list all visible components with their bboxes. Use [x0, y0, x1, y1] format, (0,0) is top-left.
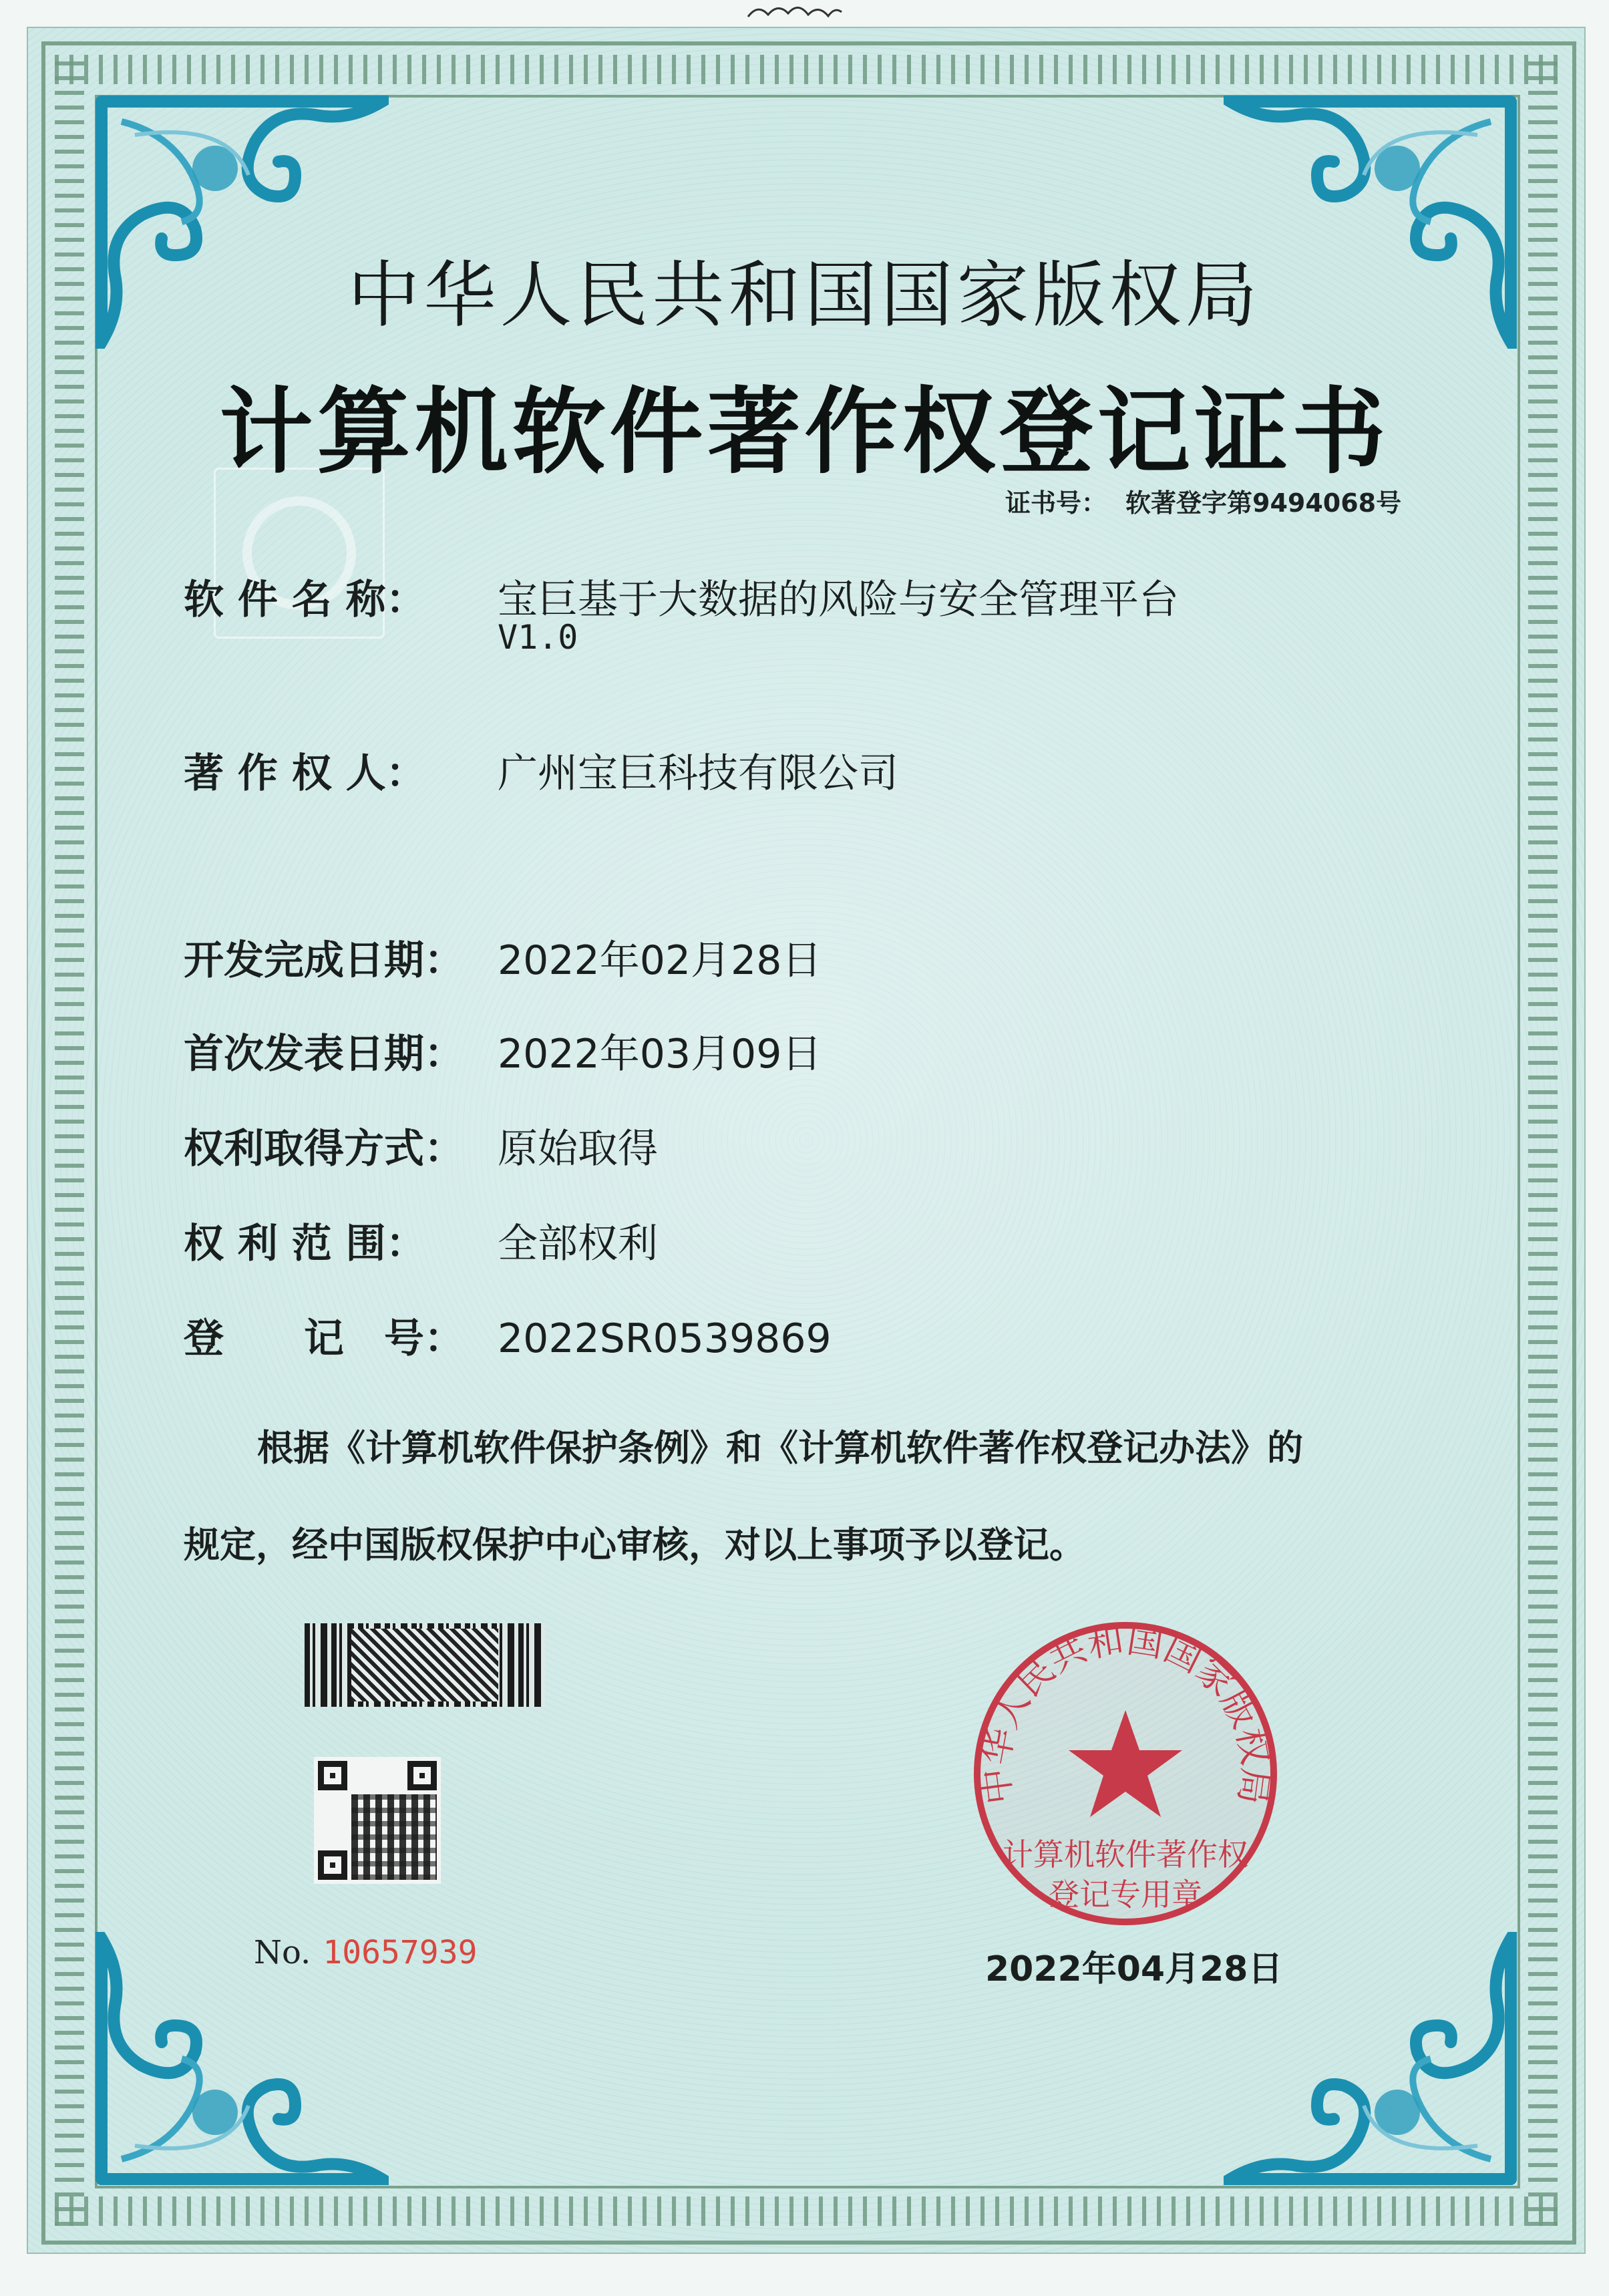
qr-finder — [318, 1761, 347, 1790]
handwritten-mark — [745, 0, 845, 19]
qr-code — [314, 1757, 441, 1884]
field-software-name — [184, 568, 1179, 625]
qr-modules — [351, 1794, 437, 1880]
field-label: 首次发表日期： — [184, 1031, 464, 1078]
field-value: 2022SR0539869 — [498, 1315, 832, 1362]
certificate-title: 计算机软件著作权登记证书 — [219, 377, 1390, 487]
seal-line-1: 计算机软件著作权 — [1003, 1836, 1248, 1872]
field-rights-scope — [184, 1212, 658, 1269]
qr-finder — [318, 1850, 347, 1880]
official-seal — [968, 1617, 1282, 1931]
field-label: 软 件 名 称： — [184, 577, 426, 623]
field-software-version: V1.0 — [498, 618, 578, 657]
barcode-pattern — [351, 1629, 498, 1701]
serial-label: No. — [254, 1934, 311, 1971]
field-value: 原始取得 — [498, 1126, 658, 1172]
greek-key-border-bottom — [55, 2196, 1558, 2226]
certificate-number — [1005, 482, 1420, 519]
field-value: 全部权利 — [498, 1220, 658, 1267]
field-first-publication-date — [184, 1022, 822, 1080]
issue-date: 2022年04月28日 — [985, 1949, 1283, 1989]
seal-line-2: 登记专用章 — [1049, 1876, 1202, 1913]
field-registration-number — [184, 1307, 832, 1364]
field-label: 登 记 号： — [184, 1315, 464, 1362]
legal-text-line-1: 根据《计算机软件保护条例》和《计算机软件著作权登记办法》的 — [257, 1427, 1303, 1469]
qr-finder — [407, 1761, 437, 1790]
field-label: 著 作 权 人： — [184, 750, 426, 797]
field-label: 权利取得方式： — [184, 1126, 464, 1172]
field-value: 广州宝巨科技有限公司 — [498, 750, 898, 797]
barcode — [305, 1623, 545, 1707]
serial-value: 10657939 — [323, 1934, 478, 1971]
field-dev-completion-date — [184, 929, 822, 986]
field-value: 2022年02月28日 — [498, 937, 822, 984]
field-label: 开发完成日期： — [184, 937, 464, 984]
field-value: 2022年03月09日 — [498, 1031, 822, 1078]
certificate-number-value: 软著登字第9494068号 — [1125, 488, 1402, 518]
seal-ring-text: 中华人民共和国国家版权局 — [974, 1618, 1277, 1807]
issuing-authority: 中华人民共和国国家版权局 — [347, 254, 1262, 337]
greek-key-border-top — [55, 55, 1558, 84]
legal-text-line-2: 规定，经中国版权保护中心审核，对以上事项予以登记。 — [184, 1524, 1085, 1566]
field-value: 宝巨基于大数据的风险与安全管理平台 — [498, 577, 1179, 623]
field-label: 权 利 范 围： — [184, 1220, 426, 1267]
field-copyright-owner — [184, 742, 898, 799]
serial-number — [254, 1934, 478, 1971]
field-acquisition-method — [184, 1117, 658, 1174]
certificate-number-label: 证书号： — [1005, 488, 1107, 518]
